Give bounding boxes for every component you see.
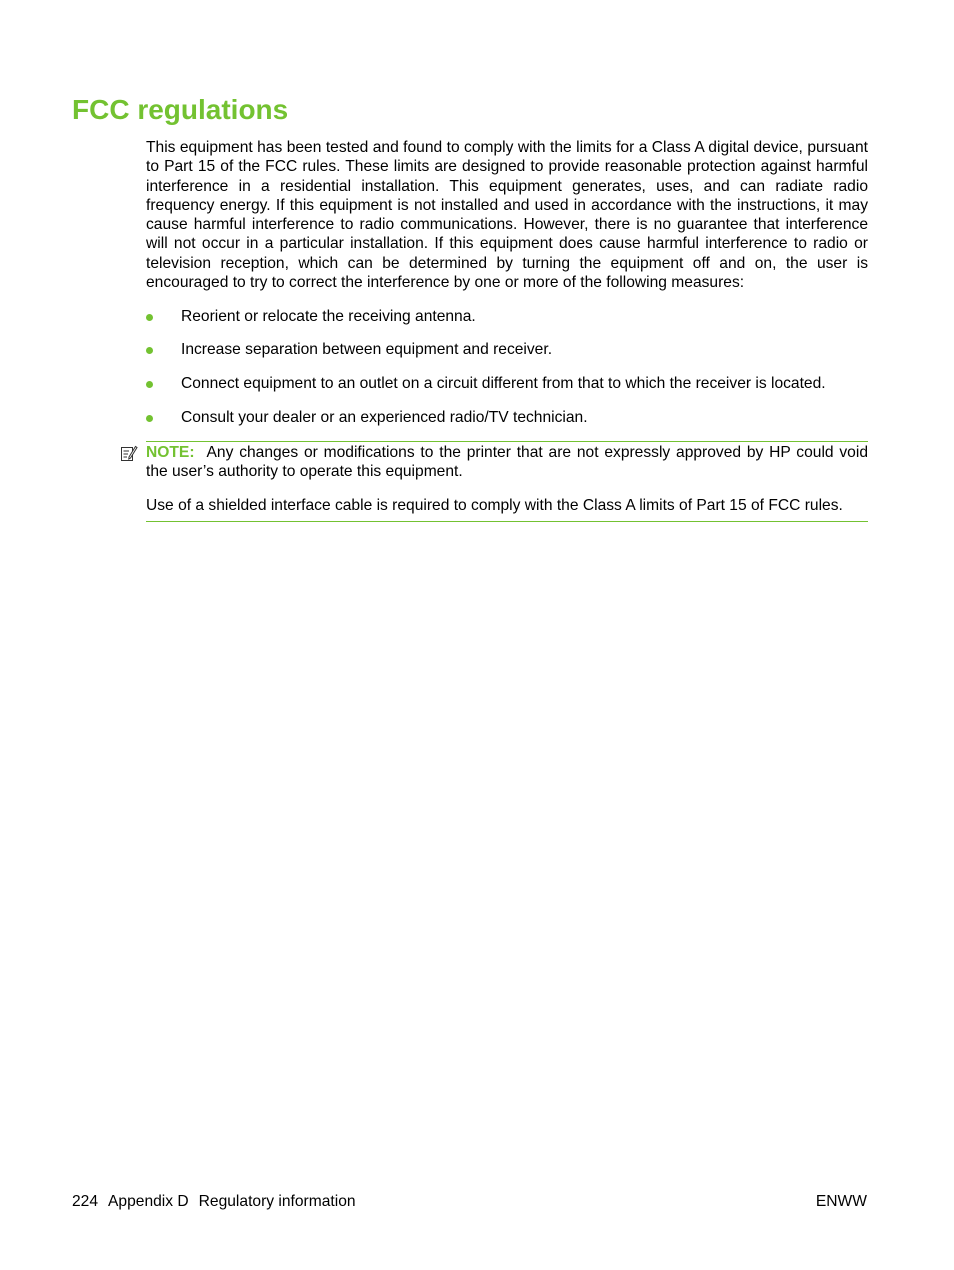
bullet-icon [146, 314, 153, 321]
list-item-text: Consult your dealer or an experienced radio/TV technician. [181, 409, 588, 426]
note-box [146, 441, 868, 522]
note-pencil-icon [120, 444, 138, 462]
footer-left [72, 1192, 356, 1212]
note-text-secondary: Use of a shielded interface cable is required to comply with the Class A limits of Part 15 of FCC rules. [146, 496, 843, 514]
footer-right: ENWW [815, 1193, 867, 1210]
footer-section: Appendix D [108, 1193, 189, 1210]
footer-section-title: Regulatory information [198, 1193, 356, 1210]
bullet-icon [146, 347, 153, 354]
list-item-text: Increase separation between equipment and receiver. [181, 341, 553, 358]
list-item-text: Connect equipment to an outlet on a circuit different from that to which the receiver is located. [181, 375, 826, 392]
note-text [146, 443, 868, 482]
note-label: NOTE: [146, 444, 195, 461]
page-title: FCC regulations [72, 94, 289, 125]
note-body: Any changes or modifications to the printer that are not expressly approved by HP could void the user’s authority to operate this equipment. [146, 444, 868, 481]
intro-paragraph: This equipment has been tested and found to comply with the limits for a Class A digital device, pursuant to Part 15 of the FCC rules. These limits are designed to provide reasonable protection against harmful interference in a residential installation. This equipment generates, uses, and can radiate radio frequency energy. If this equipment is not installed and used in accordance with the instructions, it may cause harmful interference to radio communications. However, there is no guarantee that interference will not occur in a particular installation. If this equipment does cause harmful interference to radio or television reception, which can be determined by turning the equipment off and on, the user is encouraged to try to correct the interference by one or more of the following measures: [146, 139, 868, 292]
page-number: 224 [72, 1193, 99, 1210]
bullet-icon [146, 415, 153, 422]
list-item-text: Reorient or relocate the receiving antenna. [181, 308, 476, 325]
bullet-icon [146, 381, 153, 388]
